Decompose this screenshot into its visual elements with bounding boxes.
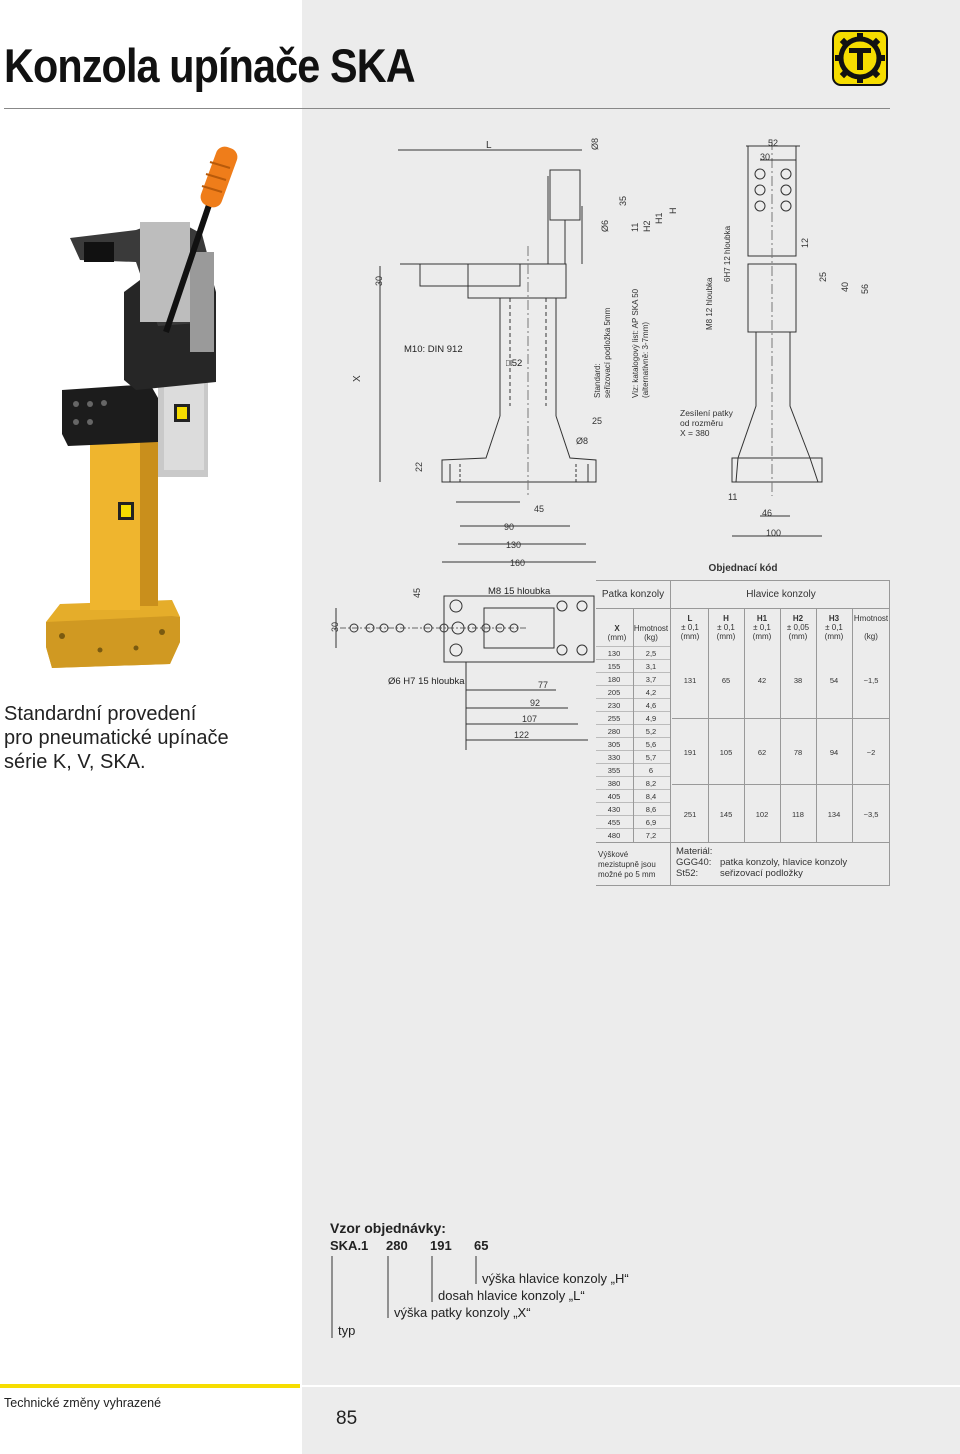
group-foot: Patka konzoly bbox=[601, 589, 665, 600]
dim-label: 130 bbox=[506, 540, 522, 550]
dim-label: 25 bbox=[592, 416, 603, 426]
page-title: Konzola upínače SKA bbox=[4, 39, 415, 92]
head-cell-h1: 62 bbox=[757, 748, 767, 757]
col-x: X (mm) bbox=[607, 624, 627, 642]
head-cell-h2: 38 bbox=[793, 676, 803, 685]
drawing-note: od rozměru bbox=[680, 418, 723, 428]
head-cell-h: 65 bbox=[721, 676, 731, 685]
order-code-h: 65 bbox=[474, 1238, 489, 1253]
order-code-type: SKA.1 bbox=[330, 1238, 369, 1253]
dim-label: M10: DIN 912 bbox=[404, 344, 463, 355]
x-value: 380 bbox=[607, 779, 621, 788]
x-value: 330 bbox=[607, 753, 621, 762]
title-divider bbox=[4, 108, 890, 109]
head-cell-h2: 78 bbox=[793, 748, 803, 757]
description-line: série K, V, SKA. bbox=[4, 751, 146, 773]
dim-label: 35 bbox=[618, 195, 628, 206]
head-cell-m: ~1,5 bbox=[863, 676, 879, 685]
order-label-l: dosah hlavice konzoly „L“ bbox=[438, 1288, 585, 1303]
dim-label: 25 bbox=[818, 271, 828, 282]
dim-label: 56 bbox=[860, 283, 870, 294]
mass-value: 5,6 bbox=[645, 740, 657, 749]
x-value: 405 bbox=[607, 792, 621, 801]
dim-label: 11 bbox=[728, 492, 738, 502]
mass-value: 3,1 bbox=[645, 662, 657, 671]
product-photo bbox=[40, 142, 250, 672]
x-value: 280 bbox=[607, 727, 621, 736]
height-steps-note: Výškové mezistupně jsou možné po 5 mm bbox=[598, 850, 656, 879]
drawing-note: M8 12 hloubka bbox=[705, 277, 714, 330]
dim-label: H2 bbox=[642, 220, 652, 232]
drawing-note: seřizovací podložka 5mm bbox=[603, 307, 612, 398]
description-line: pro pneumatické upínače bbox=[4, 727, 229, 749]
x-value: 205 bbox=[607, 688, 621, 697]
dim-label: Ø6 H7 15 hloubka bbox=[388, 676, 465, 687]
head-cell-h2: 118 bbox=[792, 810, 804, 819]
dim-label: 107 bbox=[522, 714, 538, 724]
dim-label: X bbox=[352, 375, 363, 382]
dim-label: 52 bbox=[768, 138, 779, 148]
dim-label: 40 bbox=[840, 281, 850, 292]
page-number: 85 bbox=[336, 1408, 358, 1429]
col-H1: H1 ± 0,1 (mm) bbox=[752, 614, 772, 641]
dim-label: 90 bbox=[504, 522, 515, 532]
drawing-note: (alternativně: 3-7mm) bbox=[641, 321, 650, 398]
mass-value: 4,6 bbox=[645, 701, 657, 710]
footer-note: Technické změny vyhrazené bbox=[4, 1396, 162, 1410]
x-value: 480 bbox=[607, 831, 621, 840]
mass-value: 2,5 bbox=[645, 649, 657, 658]
dim-label: 122 bbox=[514, 730, 530, 740]
order-code-l: 191 bbox=[430, 1238, 452, 1253]
head-cell-h: 105 bbox=[719, 748, 733, 757]
mass-value: 4,9 bbox=[645, 714, 657, 723]
head-cell-l: 251 bbox=[683, 810, 697, 819]
head-cell-h1: 102 bbox=[755, 810, 769, 819]
dim-label: M8 15 hloubka bbox=[488, 586, 551, 597]
x-value: 155 bbox=[607, 662, 621, 671]
head-cell-m: ~3,5 bbox=[863, 810, 879, 819]
mass-value: 6,9 bbox=[645, 818, 657, 827]
dim-label: 92 bbox=[530, 698, 541, 708]
foot-bottom-view bbox=[326, 578, 596, 750]
col-H: H ± 0,1 (mm) bbox=[716, 614, 736, 641]
dim-label: Ø8 bbox=[576, 436, 589, 446]
order-label-x: výška patky konzoly „X“ bbox=[394, 1305, 531, 1320]
dim-label: H1 bbox=[654, 212, 664, 224]
x-value: 355 bbox=[607, 766, 621, 775]
col-H3: H3 ± 0,1 (mm) bbox=[824, 614, 844, 641]
x-value: 180 bbox=[607, 675, 621, 684]
x-value: 305 bbox=[607, 740, 621, 749]
mass-value: 7,2 bbox=[645, 831, 657, 840]
footer-divider bbox=[302, 1385, 960, 1387]
col-mass2: Hmotnost (kg) bbox=[853, 614, 889, 641]
x-value: 255 bbox=[607, 714, 621, 723]
dim-label: 30 bbox=[760, 152, 771, 162]
mass-value: 8,2 bbox=[645, 779, 657, 788]
dim-label: 45 bbox=[534, 504, 545, 514]
mass-value: 5,2 bbox=[645, 727, 657, 736]
dim-label: 22 bbox=[414, 461, 424, 472]
footer-accent-bar bbox=[0, 1384, 300, 1388]
company-logo-icon bbox=[832, 30, 888, 86]
dim-label: 77 bbox=[538, 680, 549, 690]
dim-label: 12 bbox=[800, 237, 810, 248]
drawing-note: Standard: bbox=[593, 363, 602, 398]
dim-label: 46 bbox=[762, 508, 773, 518]
head-cell-h1: 42 bbox=[757, 676, 767, 685]
x-value: 130 bbox=[607, 649, 621, 658]
head-cell-m: ~2 bbox=[866, 748, 876, 757]
dim-label: H bbox=[668, 207, 678, 214]
col-mass: Hmotnost (kg) bbox=[633, 624, 669, 642]
order-example-title: Vzor objednávky: bbox=[330, 1220, 446, 1236]
order-label-typ: typ bbox=[338, 1323, 356, 1338]
head-cell-l: 131 bbox=[683, 676, 697, 685]
order-code-x: 280 bbox=[386, 1238, 408, 1253]
dim-label: 160 bbox=[510, 558, 526, 568]
x-value: 455 bbox=[607, 818, 621, 827]
drawing-note: 6H7 12 hloubka bbox=[723, 225, 732, 282]
mass-value: 6 bbox=[648, 766, 654, 775]
head-cell-h3: 134 bbox=[827, 810, 841, 819]
col-L: L ± 0,1 (mm) bbox=[680, 614, 700, 641]
x-value: 430 bbox=[607, 805, 621, 814]
dim-label: Ø8 bbox=[590, 137, 600, 150]
technical-drawing bbox=[320, 136, 900, 576]
dim-label: 30 bbox=[374, 275, 384, 286]
dim-label: L bbox=[486, 140, 492, 151]
drawing-note: Viz: katalogový list: AP SKA 50 bbox=[631, 288, 640, 398]
dim-label: 11 bbox=[630, 222, 640, 232]
description bbox=[4, 702, 294, 774]
drawing-note: Zesílení patky bbox=[680, 408, 733, 418]
mass-value: 4,2 bbox=[645, 688, 657, 697]
dim-label: □52 bbox=[506, 358, 523, 369]
dim-label: 30 bbox=[330, 621, 340, 632]
x-value: 230 bbox=[607, 701, 621, 710]
order-label-h: výška hlavice konzoly „H“ bbox=[482, 1271, 629, 1286]
head-cell-l: 191 bbox=[683, 748, 697, 757]
order-table-title: Objednací kód bbox=[596, 558, 890, 581]
dim-label: Ø6 bbox=[600, 219, 610, 232]
head-cell-h: 145 bbox=[719, 810, 733, 819]
head-cell-h3: 94 bbox=[829, 748, 839, 757]
mass-value: 3,7 bbox=[645, 675, 657, 684]
mass-value: 8,6 bbox=[645, 805, 657, 814]
group-head: Hlavice konzoly bbox=[746, 589, 816, 600]
mass-value: 8,4 bbox=[645, 792, 657, 801]
dim-label: 100 bbox=[766, 528, 782, 538]
head-cell-h3: 54 bbox=[829, 676, 839, 685]
col-H2: H2 ± 0,05 (mm) bbox=[786, 614, 810, 641]
drawing-note: X = 380 bbox=[680, 428, 710, 438]
dim-label: 45 bbox=[412, 587, 422, 598]
material-note: Materiál: GGG40: patka konzoly, hlavice konzoly St52: seřizovací podložky bbox=[676, 846, 848, 879]
mass-value: 5,7 bbox=[645, 753, 657, 762]
description-line: Standardní provedení bbox=[4, 703, 197, 725]
order-code-table bbox=[596, 558, 890, 886]
